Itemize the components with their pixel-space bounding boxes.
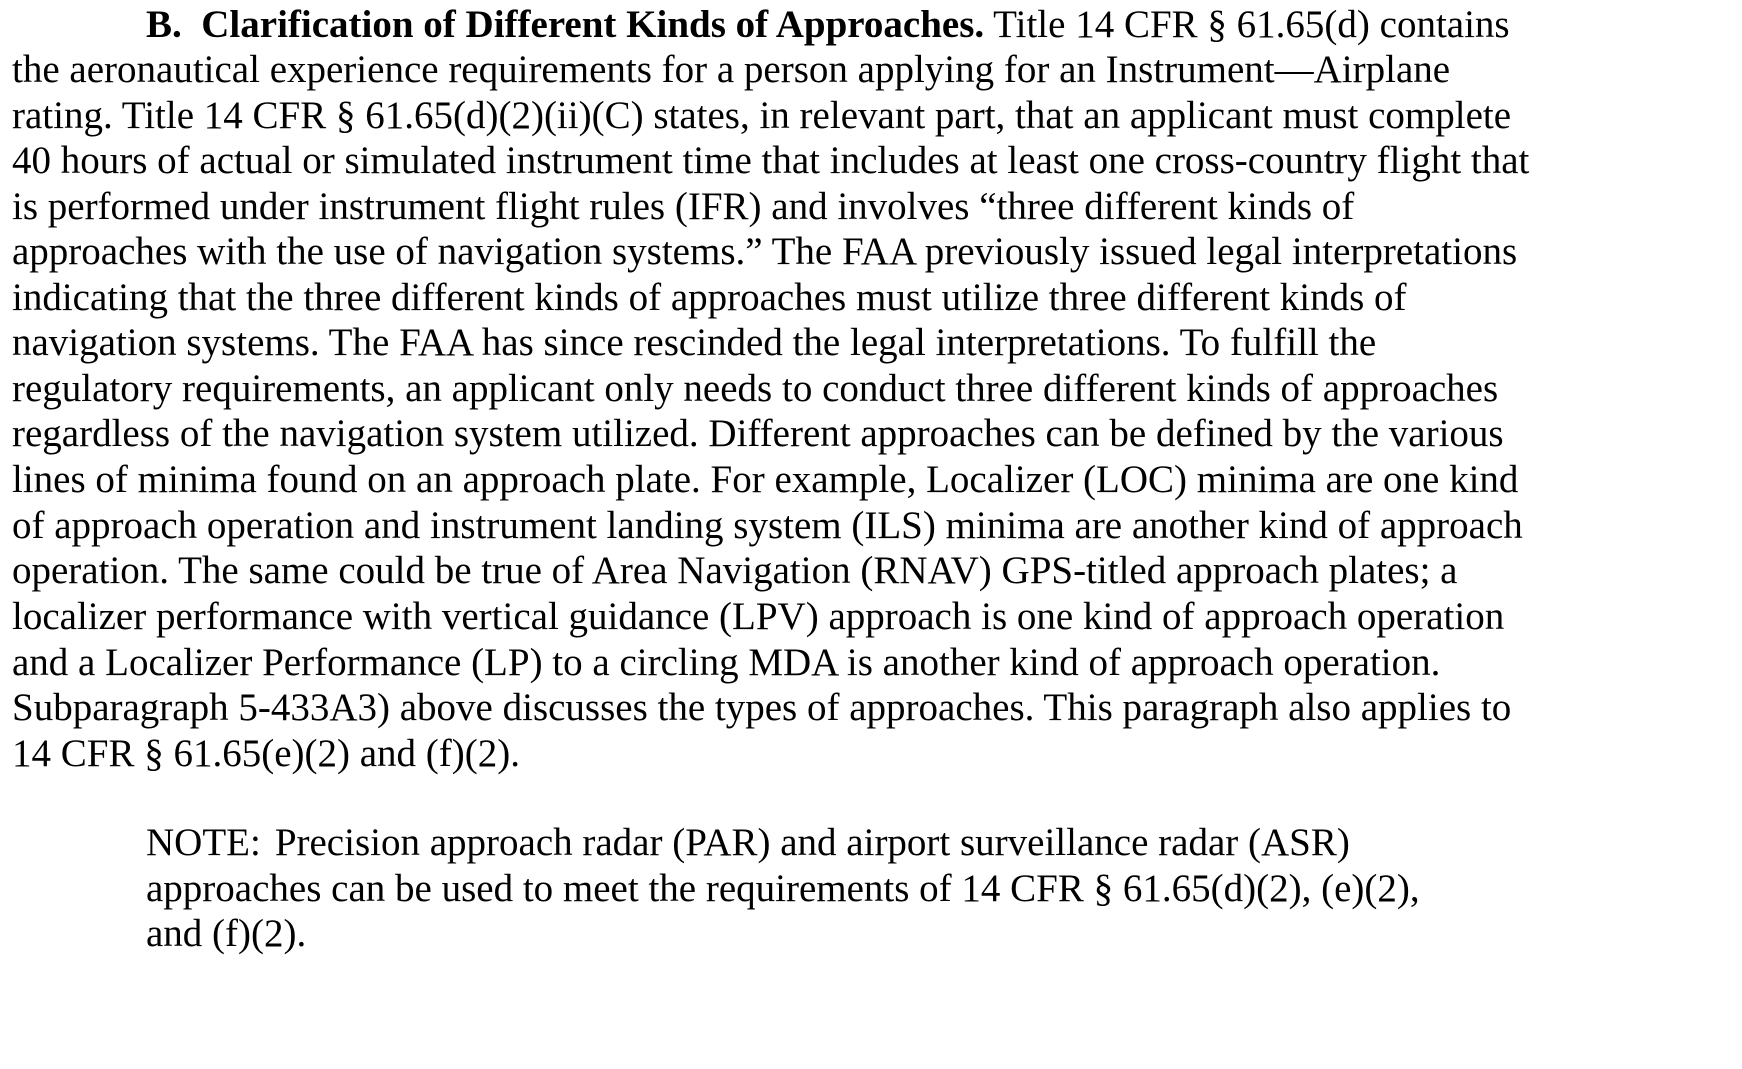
body-line: regardless of the navigation system utilized. Different approaches can be defined by the various	[12, 412, 1504, 455]
body-line: the aeronautical experience requirements for a person applying for an Instrument—Airplane	[12, 48, 1451, 91]
note-line: and (f)(2).	[146, 912, 307, 955]
body-line: regulatory requirements, an applicant only needs to conduct three different kinds of approaches	[12, 367, 1499, 410]
body-line: and a Localizer Performance (LP) to a circling MDA is another kind of approach operation.	[12, 641, 1441, 684]
section-title: Clarification of Different Kinds of Approaches.	[201, 3, 985, 46]
body-line: navigation systems. The FAA has since rescinded the legal interpretations. To fulfill the	[12, 321, 1377, 364]
section-label: B.	[146, 3, 182, 46]
body-line: Title 14 CFR § 61.65(d) contains	[993, 3, 1510, 46]
body-line: operation. The same could be true of Area Navigation (RNAV) GPS-titled approach plates; a	[12, 549, 1458, 592]
body-line: 40 hours of actual or simulated instrument time that includes at least one cross-country flight that	[12, 139, 1530, 182]
body-line: rating. Title 14 CFR § 61.65(d)(2)(ii)(C) states, in relevant part, that an applicant must complete	[12, 94, 1512, 137]
body-line: Subparagraph 5-433A3) above discusses the types of approaches. This paragraph also applies to	[12, 686, 1512, 729]
note-text: Precision approach radar (PAR) and airport surveillance radar (ASR)	[274, 821, 1350, 864]
body-line: lines of minima found on an approach plate. For example, Localizer (LOC) minima are one kind	[12, 458, 1519, 501]
body-line: of approach operation and instrument landing system (ILS) minima are another kind of approach	[12, 504, 1523, 547]
paragraph-heading-line	[146, 2, 1510, 48]
note-line	[146, 820, 1350, 866]
body-line: approaches with the use of navigation systems.” The FAA previously issued legal interpretations	[12, 230, 1518, 273]
body-line: is performed under instrument flight rules (IFR) and involves “three different kinds of	[12, 185, 1355, 228]
body-line: indicating that the three different kinds of approaches must utilize three different kinds of	[12, 276, 1407, 319]
note-label: NOTE:	[146, 821, 261, 864]
body-line: 14 CFR § 61.65(e)(2) and (f)(2).	[12, 732, 520, 775]
note-line: approaches can be used to meet the requirements of 14 CFR § 61.65(d)(2), (e)(2),	[146, 867, 1420, 910]
body-line: localizer performance with vertical guidance (LPV) approach is one kind of approach operation	[12, 595, 1505, 638]
